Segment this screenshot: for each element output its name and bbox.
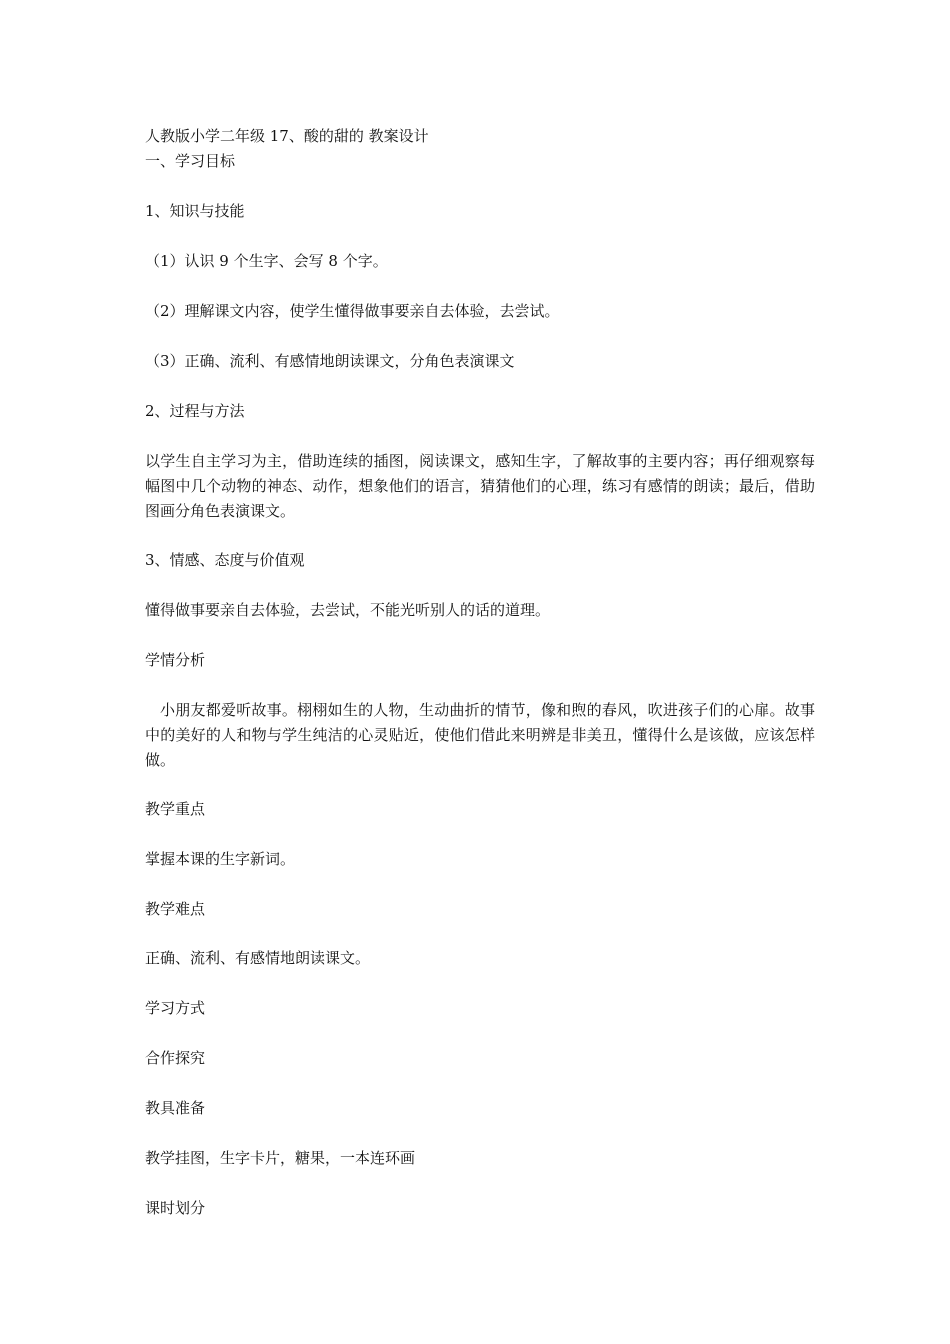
goal-item-2: （2）理解课文内容，使学生懂得做事要亲自去体验，去尝试。 bbox=[145, 302, 560, 320]
heading-teaching-tools: 教具准备 bbox=[145, 1099, 206, 1117]
goal-item-3: （3）正确、流利、有感情地朗读课文，分角色表演课文 bbox=[145, 352, 515, 370]
section-heading-goals: 一、学习目标 bbox=[145, 152, 236, 170]
paragraph-learning-method: 合作探究 bbox=[145, 1049, 206, 1067]
paragraph-process: 以学生自主学习为主，借助连续的插图，阅读课文，感知生字，了解故事的主要内容；再仔细观察每幅图中几个动物的神态、动作，想象他们的语言，猜猜他们的心理，练习有感情的朗读；最后，借助图画分角色表演课文。 bbox=[145, 452, 815, 520]
subsection-knowledge: 1、知识与技能 bbox=[145, 202, 245, 220]
paragraph-key-points: 掌握本课的生字新词。 bbox=[145, 850, 296, 868]
subsection-emotion: 3、情感、态度与价值观 bbox=[145, 551, 305, 569]
document-title: 人教版小学二年级 17、酸的甜的 教案设计 bbox=[145, 127, 429, 145]
subsection-process: 2、过程与方法 bbox=[145, 402, 245, 420]
paragraph-difficult-points: 正确、流利、有感情地朗读课文。 bbox=[145, 949, 371, 967]
paragraph-analysis: 小朋友都爱听故事。栩栩如生的人物，生动曲折的情节，像和煦的春风，吹进孩子们的心扉。故事中的美好的人和物与学生纯洁的心灵贴近，使他们借此来明辨是非美丑，懂得什么是该做，应该怎样做。 bbox=[145, 701, 815, 769]
paragraph-teaching-tools: 教学挂图，生字卡片，糖果，一本连环画 bbox=[145, 1149, 416, 1167]
heading-class-hours: 课时划分 bbox=[145, 1199, 206, 1217]
heading-difficult-points: 教学难点 bbox=[145, 900, 206, 918]
goal-item-1: （1）认识 9 个生字、会写 8 个字。 bbox=[145, 252, 388, 270]
heading-learning-method: 学习方式 bbox=[145, 999, 206, 1017]
heading-key-points: 教学重点 bbox=[145, 800, 206, 818]
heading-analysis: 学情分析 bbox=[145, 651, 206, 669]
paragraph-emotion: 懂得做事要亲自去体验，去尝试，不能光听别人的话的道理。 bbox=[145, 601, 551, 619]
